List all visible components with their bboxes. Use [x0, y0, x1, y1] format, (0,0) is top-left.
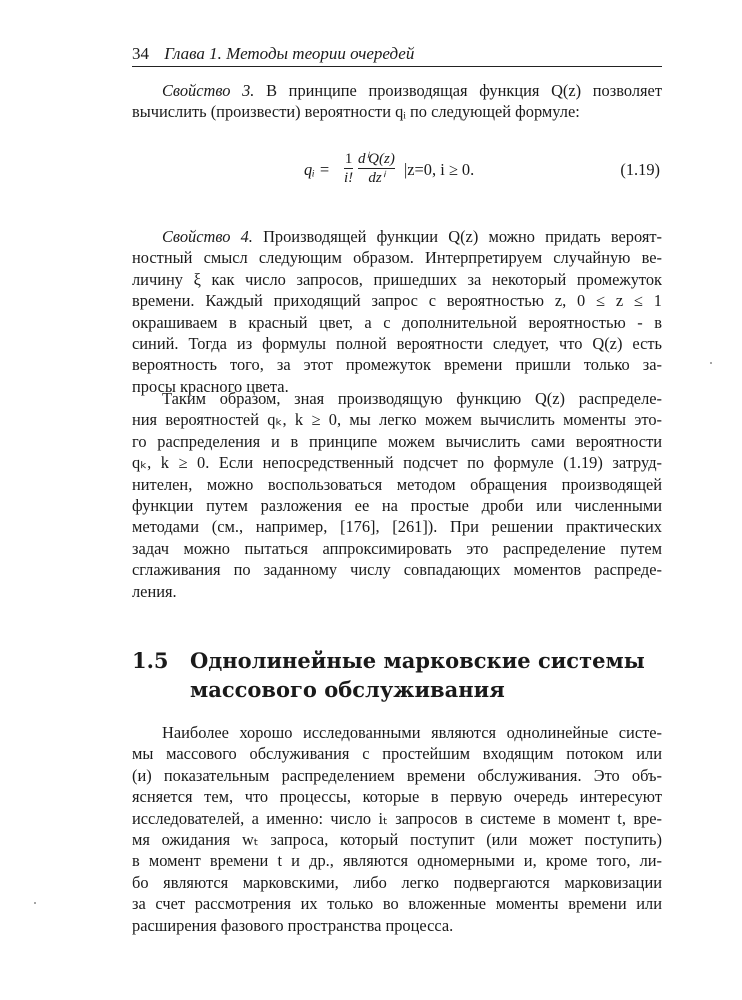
text-line: функции путем разложения ее на простые дроби или численными	[132, 496, 662, 516]
text-line: вероятность того, за этот промежуток времени пришли только за-	[132, 355, 662, 375]
running-header	[132, 44, 662, 64]
text-line: мя ожидания wₜ запроса, который поступит (или может поступить)	[132, 830, 662, 850]
fraction-derivative: dⁱQ(z) dzⁱ	[358, 151, 395, 186]
text-line: Таким образом, зная производящую функцию Q(z) распределе-	[162, 389, 662, 408]
text-line: бо являются марковскими, либо легко подвергаются марковизации	[132, 872, 662, 892]
text-line: Наиболее хорошо исследованными являются однолинейные систе-	[162, 723, 662, 742]
text-line: Свойство 4. Производящей функции Q(z) можно придать вероят-	[162, 227, 662, 246]
section-number: 1.5	[132, 648, 169, 673]
property-4-paragraph	[132, 226, 662, 397]
text-line: исследователей, а именно: число iₜ запросов в системе в момент t, вре-	[132, 808, 662, 828]
text-line: расширения фазового пространства процесса.	[132, 915, 454, 935]
scan-speck	[710, 362, 712, 364]
text-line: методами (см., например, [176], [261]). При решении практических	[132, 517, 662, 537]
header-rule	[132, 66, 662, 67]
scan-speck	[34, 902, 36, 904]
running-title: Глава 1. Методы теории очередей	[164, 44, 415, 63]
text-line: задач можно пытаться аппроксимировать это распределение путем	[132, 538, 662, 558]
equation-lhs: qᵢ =	[304, 160, 330, 179]
section-title: Однолинейные марковские системы массового обслуживания	[190, 648, 645, 702]
text-line: qₖ, k ≥ 0. Если непосредственный подсчет по формуле (1.19) затруд-	[132, 453, 662, 473]
property-3-paragraph	[132, 80, 662, 123]
text-line: ностный смысл следующим образом. Интерпретируем случайную ве-	[132, 248, 662, 268]
text-line: нителен, можно воспользоваться методом обращения производящей	[132, 474, 662, 494]
text-line: в момент времени t и др., являются одномерными и, кроме того, ли-	[132, 851, 662, 871]
text-line: мы массового обслуживания с простейшим входящим потоком или	[132, 744, 662, 764]
paragraph-generating-function	[132, 388, 662, 602]
text-line: времени. Каждый приходящий запрос с вероятностью z, 0 ≤ z ≤ 1	[132, 291, 662, 311]
fraction-1-over-i-factorial: 1 i!	[344, 151, 354, 186]
property-4-label: Свойство 4.	[162, 227, 253, 246]
property-3-label: Свойство 3.	[162, 81, 255, 100]
text-line: окрашиваем в красный цвет, а с дополнительной вероятностью - в	[132, 312, 662, 332]
text-line: личину ξ как число запросов, пришедших за некоторый промежуток	[132, 269, 662, 289]
text-line: Свойство 3. В принципе производящая функция Q(z) позволяет	[162, 81, 662, 100]
page-number: 34	[132, 44, 149, 63]
paragraph-single-server-systems	[132, 722, 662, 936]
equation-1-19	[132, 148, 662, 194]
text-line: ления.	[132, 581, 177, 601]
text-line: (и) показательным распределением времени обслуживания. Это объ-	[132, 765, 662, 785]
text-line: просы красного цвета.	[132, 376, 289, 396]
equation-number: (1.19)	[620, 160, 660, 179]
text-line: синий. Тогда из формулы полной вероятности следует, что Q(z) есть	[132, 334, 662, 354]
text-line: за счет рассмотрения их только во вложенные моменты времени или	[132, 894, 662, 914]
equation-tail: |z=0, i ≥ 0.	[404, 160, 475, 179]
text-line: вычислить (произвести) вероятности qᵢ по следующей формуле:	[132, 102, 580, 122]
text-line: го распределения и в принципе можем вычислить сами вероятности	[132, 431, 662, 451]
text-line: сглаживания по заданному числу совпадающих моментов распреде-	[132, 560, 662, 580]
text-line: ния вероятностей qₖ, k ≥ 0, мы легко можем вычислить моменты это-	[132, 410, 662, 430]
text-line: ясняется тем, что процессы, которые в первую очередь интересуют	[132, 787, 662, 807]
